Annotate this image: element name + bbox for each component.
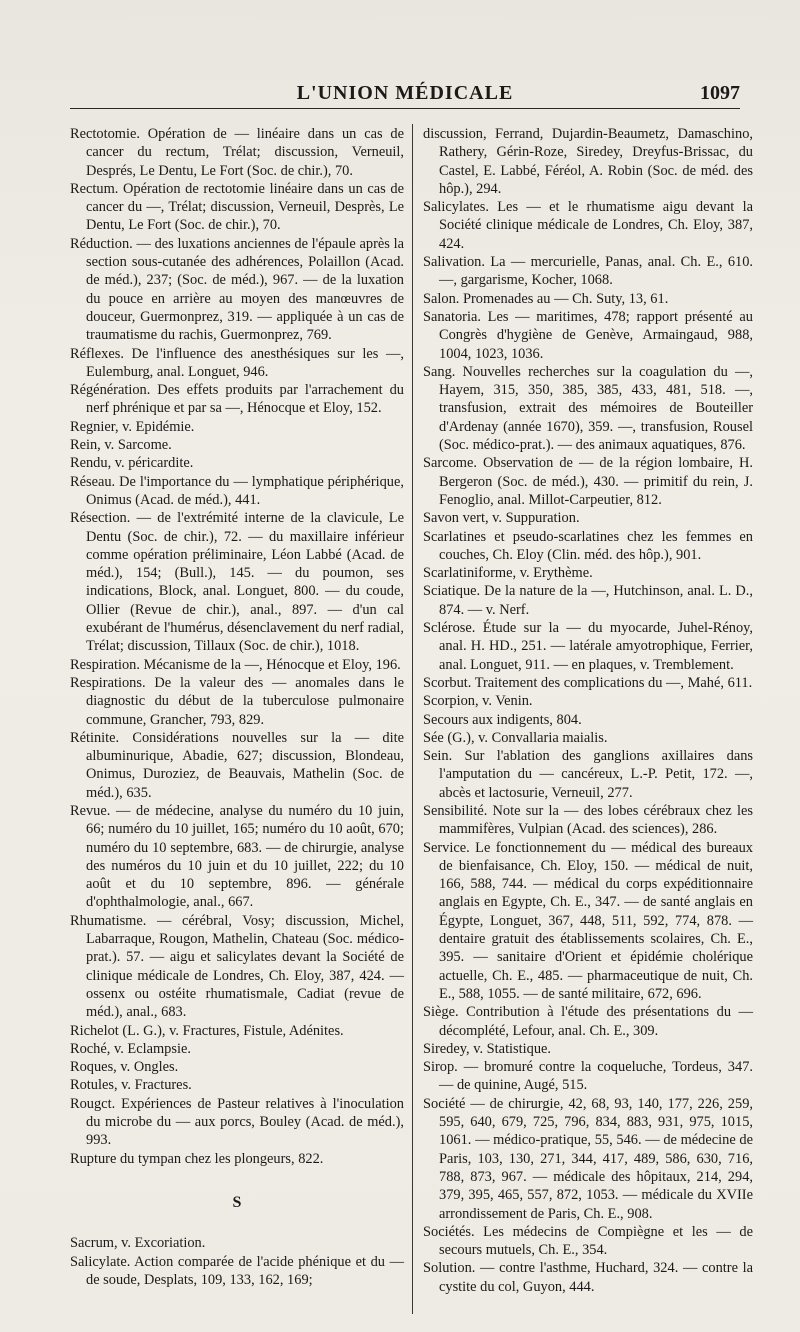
index-entry: Réseau. De l'importance du — lymphatique périphérique, Onimus (Acad. de méd.), 441. [70,473,404,508]
index-entry: Rupture du tympan chez les plongeurs, 822. [70,1150,324,1167]
index-entry: Sociétés. Les médecins de Compiègne et les — de secours mutuels, Ch. E., 354. [423,1223,753,1259]
index-entry: Siège. Contribution à l'étude des présentations du — décomplété, Lefour, anal. Ch. E., 309. [423,1004,753,1039]
index-entry: Sclérose. Étude sur la — du myocarde, Juhel-Rénoy, anal. H. HD., 251. — latérale amyotrophique, Ferrier, anal. Longuet, 911. — en plaques, v. Tremblement. [423,620,753,673]
index-entry: Sensibilité. Note sur la — des lobes cérébraux chez les mammifères, Vulpian (Acad. des sciences), 286. [423,802,753,838]
index-entry: Rhumatisme. — cérébral, Vosy; discussion, Michel, Labarraque, Rougon, Mathelin, Chateau (Soc. médico-prat.). 57. — aigu et salicylates devant la Société de clinique médicale de Londres, Ch. Eloy, 387, 424. — ossenx ou ostéite rhumatismale, Cadiat (revue de méd.), anal., 683. [70,912,404,1021]
index-entry: Respiration. Mécanisme de la —, Hénocque et Eloy, 196. [70,656,401,673]
index-entry: Société — de chirurgie, 42, 68, 93, 140, 177, 226, 259, 595, 640, 679, 725, 796, 834, 883, 931, 975, 1015, 1061. — médico-pratique, 55, 546. — de médecine de Paris, 103, 130, 271, 344, 417, 489, 586, 630, 716, 788, 873, 967. — médicale des hôpitaux, 214, 294, 379, 395, 465, 557, 872, 1053. — médicale du XVIIe arrondissement de Paris, Ch. E., 908. [423,1095,753,1222]
index-entry: Rendu, v. péricardite. [70,455,194,472]
index-entry: Sarcome. Observation de — de la région lombaire, H. Bergeron (Soc. de méd.), 430. — primitif du rein, J. Fenoglio, anal. Millot-Carpeutier, 812. [423,455,753,508]
index-entry: Réflexes. De l'influence des anesthésiques sur les —, Eulemburg, anal. Longuet, 946. [70,345,404,380]
index-entry: Scarlatines et pseudo-scarlatines chez les femmes en couches, Ch. Eloy (Clin. méd. des hôp.), 901. [423,528,753,563]
index-entry: Secours aux indigents, 804. [423,711,582,728]
index-entry: Sang. Nouvelles recherches sur la coagulation du —, Hayem, 315, 350, 385, 385, 433, 481, 518. —, transfusion, extrait des mémoires de Bouteiller d'Ardenay (année 1670), 359. —, transfusion, Rousel (Soc. médico-prat.). — des animaux aquatiques, 876. [423,363,753,454]
index-entry: Salon. Promenades au — Ch. Suty, 13, 61. [423,290,669,307]
page-number: 1097 [700,82,740,104]
index-entry: Rein, v. Sarcome. [70,437,172,454]
index-entry: Régénération. Des effets produits par l'arrachement du nerf phrénique et par sa —, Hénocque et Eloy, 152. [70,382,404,417]
section-letter: S [232,1193,242,1211]
index-entry: Savon vert, v. Suppuration. [423,510,580,527]
index-entry: Scorbut. Traitement des complications du —, Mahé, 611. [423,674,753,691]
index-entry: Résection. — de l'extrémité interne de la clavicule, Le Dentu (Soc. de chir.), 72. — du maxillaire inférieur comme opération préliminaire, Léon Labbé (Acad. de méd.), 154; (Bull.), 145. — du poumon, ses indications, Block, anal. Longuet, 800. — du coude, Ollier (Revue de chir.), anal., 897. — d'un cal exubérant de l'humérus, désenclavement du nerf radial, Trélat; discussion, Tillaux (Soc. de chir.), 1018. [70,510,404,655]
index-entry: Scorpion, v. Venin. [423,693,533,710]
index-entry: Sirop. — bromuré contre la coqueluche, Tordeus, 347. — de quinine, Augé, 515. [423,1059,753,1094]
index-entry: Sacrum, v. Excoriation. [70,1235,206,1252]
index-entry: Richelot (L. G.), v. Fractures, Fistule, Adénites. [70,1022,344,1039]
column-divider [412,124,413,1314]
index-entry: Réduction. — des luxations anciennes de l'épaule après la section sous-cutanée des adhérences, Polaillon (Acad. de méd.), 237; (Soc. de méd.), 967. — de la luxation du pouce en arrière au moyen des manœuvres de douceur, Guermonprez, 319. — appliquée à un cas de traumatisme du rachis, Guermonprez, 769. [70,235,404,344]
index-entry: Rétinite. Considérations nouvelles sur la — dite albuminurique, Abadie, 627; discussion, Blondeau, Onimus, Duroziez, de Beauvais, Mathelin (Soc. de méd.), 635. [70,729,404,801]
index-entry: Roché, v. Eclampsie. [70,1040,191,1057]
index-entry: Rectum. Opération de rectotomie linéaire dans un cas de cancer du —, Trélat; discussion, Verneuil, Desprès, Le Dentu, Le Fort (Soc. de chir.), 70. [70,180,404,234]
index-entry: Rotules, v. Fractures. [70,1077,192,1094]
index-entry: Salivation. La — mercurielle, Panas, anal. Ch. E., 610. —, gargarisme, Kocher, 1068. [423,254,753,289]
index-entry: Rougct. Expériences de Pasteur relatives à l'inoculation du microbe du — aux porcs, Bouley (Acad. de méd.), 993. [70,1095,404,1149]
index-entry: discussion, Ferrand, Dujardin-Beaumetz, Damaschino, Rathery, Gérin-Roze, Siredey, Dreyfus-Brissac, du Castel, E. Labbé, Féréol, A. Robin (Soc. de méd. des hôp.), 294. [423,126,753,197]
index-entry: Respirations. De la valeur des — anomales dans le diagnostic du début de la tuberculose pulmonaire commune, Grancher, 793, 829. [70,674,404,728]
right-column [423,125,753,1296]
index-entry: Regnier, v. Epidémie. [70,418,195,435]
journal-title: L'UNION MÉDICALE [296,82,514,104]
index-entry: Siredey, v. Statistique. [423,1040,552,1057]
index-entry: Service. Le fonctionnement du — médical des bureaux de bienfaisance, Ch. Eloy, 150. — médical de nuit, 166, 588, 744. — médical du corps expéditionnaire anglais en Egypte, Ch. E., 347. — de santé anglais en Égypte, Longuet, 367, 448, 511, 592, 774, 878. — dentaire gratuit des établissements scolaires, Ch. E., 395. — sanitaire d'Orient et épidémie cholérique actuelle, Ch. E., 485. — pharmaceutique de nuit, Ch. E., 588, 1055. — de santé militaire, 672, 696. [423,839,753,1002]
index-entry: Rectotomie. Opération de — linéaire dans un cas de cancer du rectum, Trélat; discussion, Verneuil, Després, Le Dentu, Le Fort (Soc. de chir.), 70. [70,126,404,179]
index-entry: Roques, v. Ongles. [70,1059,179,1076]
index-entry: Revue. — de médecine, analyse du numéro du 10 juin, 66; numéro du 10 juillet, 165; numéro du 10 août, 670; numéro du 10 septembre, 683. — de chirurgie, analyse des numéros du 10 juin et du 10 juillet, 222; du 10 août et du 10 septembre, 896. — générale d'ophthalmologie, anal., 667. [70,802,404,911]
index-entry: Scarlatiniforme, v. Erythème. [423,565,593,582]
index-entry: Salicylates. Les — et le rhumatisme aigu devant la Société clinique médicale de Londres, Ch. Eloy, 387, 424. [423,199,753,252]
index-entry: Sein. Sur l'ablation des ganglions axillaires dans l'amputation du — cancéreux, L.-P. Petit, 172. —, abcès et lactosurie, Verneuil, 277. [423,748,753,801]
index-entry: Sanatoria. Les — maritimes, 478; rapport présenté au Congrès d'hygiène de Genève, Armaingaud, 988, 1004, 1023, 1036. [423,308,753,362]
index-entry: Solution. — contre l'asthme, Huchard, 324. — contre la cystite du col, Guyon, 444. [423,1260,753,1295]
running-header [70,78,740,109]
index-entry: Sciatique. De la nature de la —, Hutchinson, anal. L. D., 874. — v. Nerf. [423,583,753,618]
left-column [70,125,404,1289]
index-entry: Salicylate. Action comparée de l'acide phénique et du — de soude, Desplats, 109, 133, 162, 169; [70,1253,404,1288]
index-entry: Sée (G.), v. Convallaria maialis. [423,729,608,746]
